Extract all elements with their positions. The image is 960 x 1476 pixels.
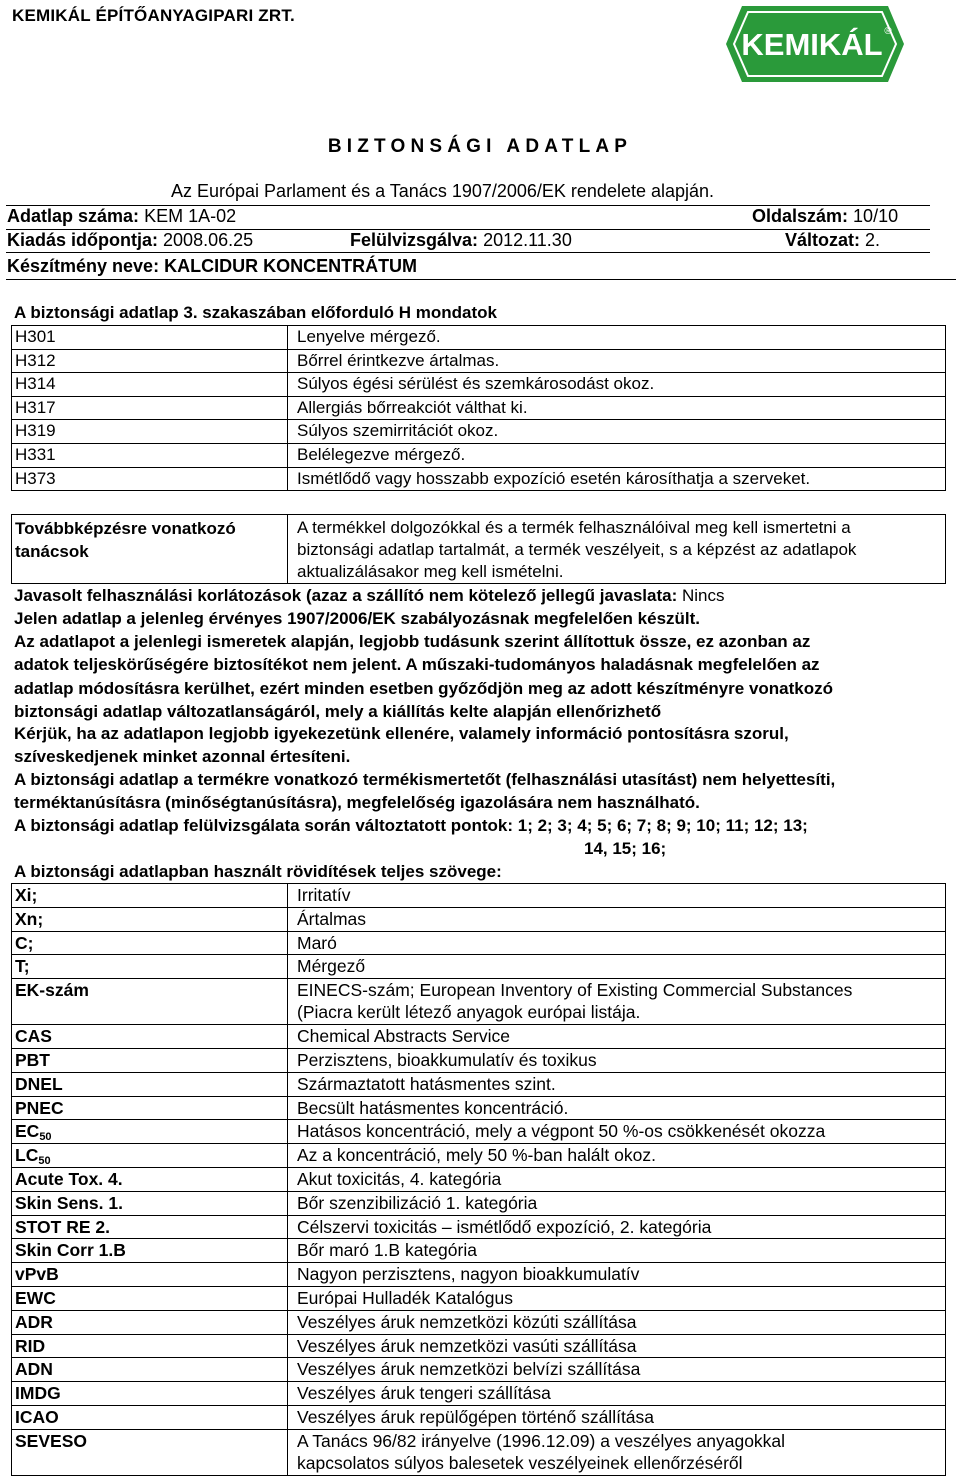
- regulation-compliance: Jelen adatlap a jelenleg érvényes 1907/2006/EK szabályozásnak megfelelően készült.: [14, 609, 701, 628]
- h-text: Allergiás bőrreakciót válthat ki.: [288, 396, 946, 420]
- abbreviation-row: [12, 1215, 946, 1239]
- abbreviation-row: [12, 1382, 946, 1406]
- abbreviation-row: [12, 1048, 946, 1072]
- abbreviation-term: Skin Sens. 1.: [12, 1191, 288, 1215]
- h-code: H317: [12, 396, 288, 420]
- abbreviation-term: DNEL: [12, 1072, 288, 1096]
- abbreviation-row: [12, 1286, 946, 1310]
- h-code: H319: [12, 420, 288, 444]
- divider: [6, 252, 930, 253]
- abbreviation-term: EK-szám: [12, 979, 288, 1025]
- version: Változat: 2.: [785, 230, 881, 250]
- abbreviation-row: [12, 1263, 946, 1287]
- abbreviation-term: Skin Corr 1.B: [12, 1239, 288, 1263]
- page-number: Oldalszám: 10/10: [752, 206, 899, 226]
- abbreviation-definition: Becsült hatásmentes koncentráció.: [288, 1096, 946, 1120]
- abbreviation-term: Xi;: [12, 884, 288, 908]
- product-name: Készítmény neve: KALCIDUR KONCENTRÁTUM: [7, 256, 418, 276]
- abbreviation-term: $EC_{50}$: [12, 1120, 288, 1144]
- training-table: [11, 514, 946, 584]
- abbreviation-subscript: 50: [38, 1155, 51, 1168]
- sheet-number: Adatlap száma: KEM 1A-02: [7, 206, 237, 226]
- divider: [6, 279, 956, 280]
- abbreviation-term: PBT: [12, 1048, 288, 1072]
- h-statement-row: [12, 420, 946, 444]
- h-section-title: A biztonsági adatlap 3. szakaszában előforduló H mondatok: [14, 303, 498, 322]
- regulation-line: Az Európai Parlament és a Tanács 1907/2006/EK rendelete alapján.: [171, 181, 715, 201]
- abbreviation-term: IMDG: [12, 1382, 288, 1406]
- abbreviation-definition: Az a koncentráció, mely 50 %-ban halált okoz.: [288, 1144, 946, 1168]
- company-name: KEMIKÁL ÉPÍTŐANYAGIPARI ZRT.: [12, 6, 295, 25]
- logo-registered-mark: ®: [884, 26, 892, 37]
- abbreviation-term: vPvB: [12, 1263, 288, 1287]
- abbreviation-row: [12, 931, 946, 955]
- h-statement-row: [12, 396, 946, 420]
- h-text: Belélegezve mérgező.: [288, 443, 946, 467]
- abbreviation-definition: Maró: [288, 931, 946, 955]
- h-text: Súlyos égési sérülést és szemkárosodást okoz.: [288, 373, 946, 397]
- training-label: Továbbképzésre vonatkozó tanácsok: [12, 515, 288, 584]
- abbreviation-definition: Bőr szenzibilizáció 1. kategória: [288, 1191, 946, 1215]
- abbreviation-term: SEVESO: [12, 1429, 288, 1475]
- abbreviation-row: [12, 1191, 946, 1215]
- training-text: A termékkel dolgozókkal és a termék felhasználóival meg kell ismertetni a biztonsági adatlap tartalmát, a termék veszélyeit, s a képzést az adatlapok aktualizálásakor meg kell ismételni.: [288, 515, 946, 584]
- issue-date: Kiadás időpontja: 2008.06.25: [7, 230, 254, 250]
- abbreviation-term: EWC: [12, 1286, 288, 1310]
- kemikal-logo: [724, 4, 906, 84]
- abbreviation-definition: Mérgező: [288, 955, 946, 979]
- substitution-paragraph: A biztonsági adatlap a termékre vonatkozó termékismertetőt (felhasználási utasítást) nem helyettesíti, terméktanúsításra (minőségtanúsításra), megfelelőség igazolására nem használható.: [14, 770, 836, 813]
- abbreviation-term: CAS: [12, 1025, 288, 1049]
- abbreviations-table: [11, 883, 946, 1476]
- h-code: H301: [12, 326, 288, 350]
- abbreviation-definition: Származtatott hatásmentes szint.: [288, 1072, 946, 1096]
- abbreviation-term: ADR: [12, 1310, 288, 1334]
- abbreviation-row: [12, 1025, 946, 1049]
- abbreviation-term: PNEC: [12, 1096, 288, 1120]
- abbreviation-row: [12, 1310, 946, 1334]
- abbreviation-definition: Chemical Abstracts Service: [288, 1025, 946, 1049]
- h-code: H314: [12, 373, 288, 397]
- logo-text: KEMIKÁL: [741, 27, 883, 62]
- request-paragraph: Kérjük, ha az adatlapon legjobb igyekezetünk ellenére, valamely információ pontosításra szorul, szíveskedjenek minket azonnal értesíteni.: [14, 724, 789, 767]
- abbreviation-row: [12, 1072, 946, 1096]
- h-statement-row: [12, 373, 946, 397]
- abbreviation-row: [12, 884, 946, 908]
- abbreviation-row: [12, 907, 946, 931]
- abbreviation-definition: Célszervi toxicitás – ismétlődő expozíció, 2. kategória: [288, 1215, 946, 1239]
- abbreviation-term: ICAO: [12, 1405, 288, 1429]
- abbreviation-term: ADN: [12, 1358, 288, 1382]
- abbreviation-definition: Bőr maró 1.B kategória: [288, 1239, 946, 1263]
- abbreviation-term: $LC_{50}$: [12, 1144, 288, 1168]
- abbreviation-definition: Veszélyes áruk tengeri szállítása: [288, 1382, 946, 1406]
- h-text: Lenyelve mérgező.: [288, 326, 946, 350]
- abbreviation-definition: Irritatív: [288, 884, 946, 908]
- abbreviations-title: A biztonsági adatlapban használt rövidítések teljes szövege:: [14, 862, 502, 881]
- abbreviation-definition: Veszélyes áruk repülőgépen történő szállítása: [288, 1405, 946, 1429]
- h-statement-row: [12, 443, 946, 467]
- abbreviation-term: T;: [12, 955, 288, 979]
- document-title: BIZTONSÁGI ADATLAP: [327, 136, 633, 157]
- abbreviation-term: RID: [12, 1334, 288, 1358]
- abbreviation-term: Acute Tox. 4.: [12, 1167, 288, 1191]
- abbreviation-definition: A Tanács 96/82 irányelve (1996.12.09) a veszélyes anyagokkal kapcsolatos súlyos balesetek veszélyeinek ellenőrzéséről: [288, 1429, 946, 1475]
- h-code: H331: [12, 443, 288, 467]
- abbreviation-definition: Nagyon perzisztens, nagyon bioakkumulatív: [288, 1263, 946, 1287]
- review-date: Felülvizsgálva: 2012.11.30: [350, 230, 572, 250]
- h-text: Súlyos szemirritációt okoz.: [288, 420, 946, 444]
- abbreviation-row: [12, 1120, 946, 1144]
- abbreviation-definition: Veszélyes áruk nemzetközi vasúti szállítása: [288, 1334, 946, 1358]
- h-text: Ismétlődő vagy hosszabb expozíció esetén károsíthatja a szerveket.: [288, 467, 946, 491]
- h-text: Bőrrel érintkezve ártalmas.: [288, 349, 946, 373]
- h-statement-row: [12, 467, 946, 491]
- revision-points: A biztonsági adatlap felülvizsgálata során változtatott pontok: 1; 2; 3; 4; 5; 6; 7; 8; 9; 10; 11; 12; 13; 14, 15; 16;: [14, 816, 808, 859]
- abbreviation-definition: EINECS-szám; European Inventory of Existing Commercial Substances (Piacra került létező anyagok európai listája.: [288, 979, 946, 1025]
- h-statement-row: [12, 349, 946, 373]
- abbreviation-definition: Akut toxicitás, 4. kategória: [288, 1167, 946, 1191]
- abbreviation-row: [12, 979, 946, 1025]
- restrictions-line: Javasolt felhasználási korlátozások (azaz a szállító nem kötelező jellegű javaslata: Nincs: [14, 586, 725, 605]
- h-statement-row: [12, 326, 946, 350]
- h-code: H312: [12, 349, 288, 373]
- abbreviation-subscript: 50: [39, 1131, 52, 1144]
- abbreviation-definition: Veszélyes áruk nemzetközi belvízi szállítása: [288, 1358, 946, 1382]
- disclaimer-paragraph: Az adatlapot a jelenlegi ismeretek alapján, legjobb tudásunk szerint állítottuk össze, ez azonban az adatok teljeskörűségére biztosítékot nem jelent. A műszaki-tudományos haladásnak megfelelően az adatlap módosításra kerülhet, ezért minden esetben győződjön meg az adott készítményre vonatkozó biztonsági adatlap változatlanságáról, mely a kiállítás kelte alapján ellenőrizhető: [14, 632, 834, 722]
- abbreviation-row: [12, 1405, 946, 1429]
- abbreviation-definition: Európai Hulladék Katalógus: [288, 1286, 946, 1310]
- abbreviation-definition: Perzisztens, bioakkumulatív és toxikus: [288, 1048, 946, 1072]
- abbreviation-definition: Veszélyes áruk nemzetközi közúti szállítása: [288, 1310, 946, 1334]
- abbreviation-term: STOT RE 2.: [12, 1215, 288, 1239]
- abbreviation-row: [12, 1096, 946, 1120]
- abbreviation-definition: Hatásos koncentráció, mely a végpont 50 %-os csökkenését okozza: [288, 1120, 946, 1144]
- abbreviation-row: [12, 1429, 946, 1475]
- abbreviation-row: [12, 1144, 946, 1168]
- h-statements-table: [11, 325, 946, 491]
- abbreviation-row: [12, 1239, 946, 1263]
- abbreviation-term: C;: [12, 931, 288, 955]
- h-code: H373: [12, 467, 288, 491]
- abbreviation-row: [12, 955, 946, 979]
- abbreviation-term: Xn;: [12, 907, 288, 931]
- abbreviation-row: [12, 1358, 946, 1382]
- abbreviation-row: [12, 1167, 946, 1191]
- abbreviation-row: [12, 1334, 946, 1358]
- abbreviation-definition: Ártalmas: [288, 907, 946, 931]
